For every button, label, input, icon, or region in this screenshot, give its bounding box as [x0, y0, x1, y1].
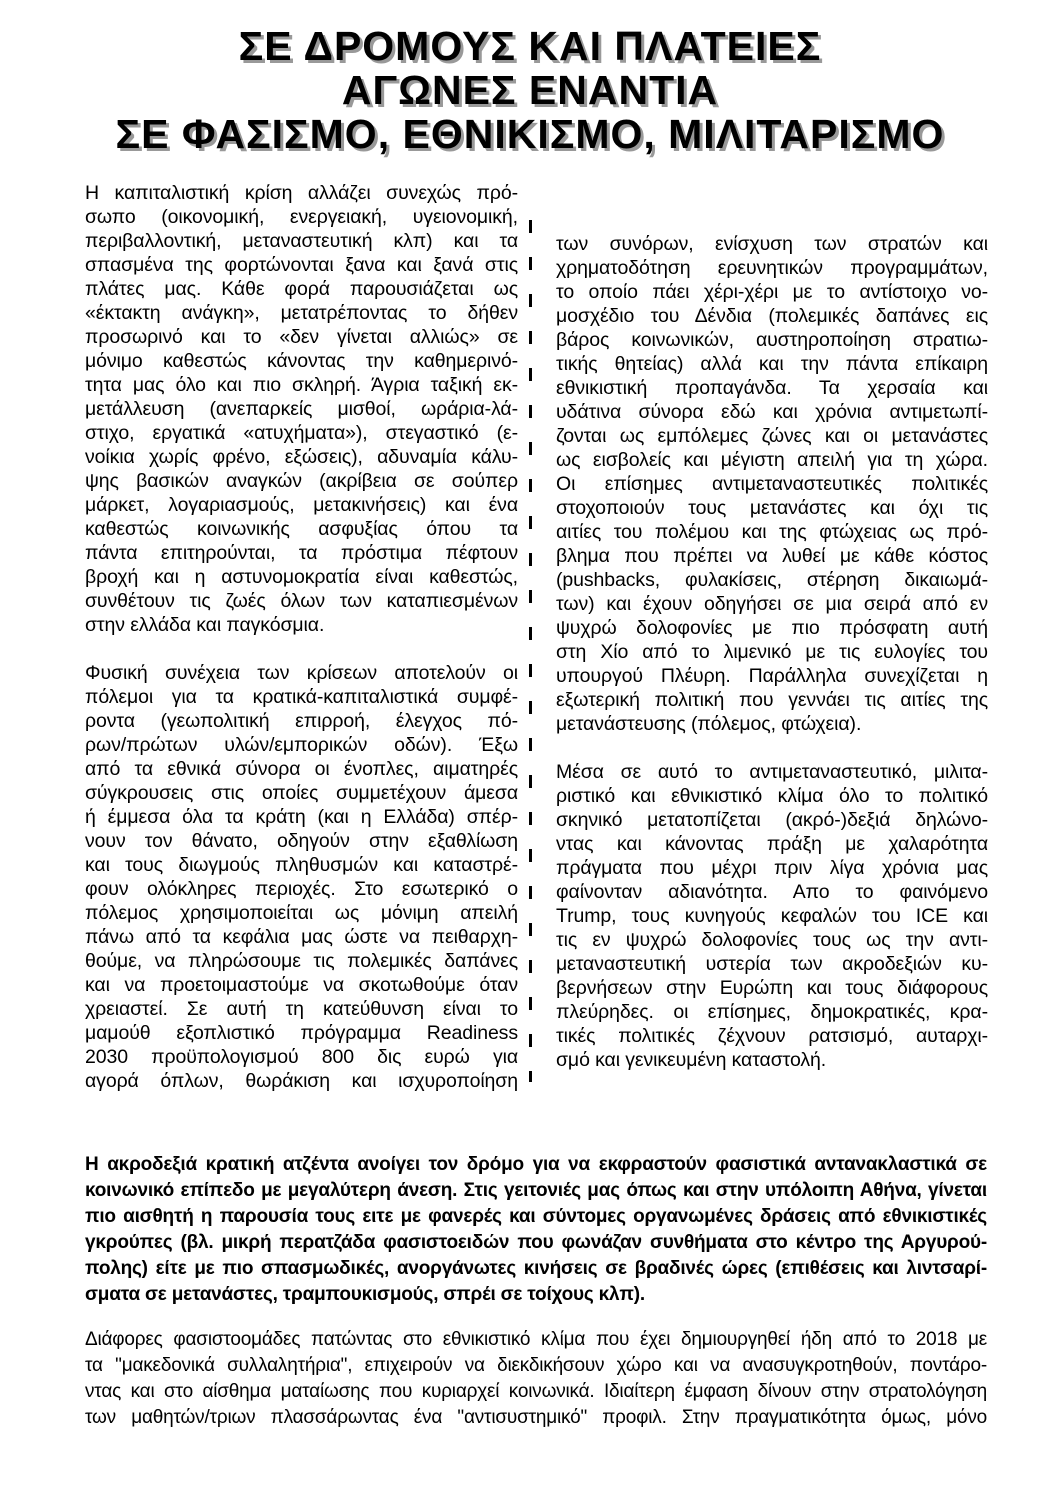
text-line: ντας και κάνοντας πράξη με χαλαρότητα: [556, 833, 988, 855]
text-line: ή έμμεσα όλα τα κράτη (και η Ελλάδα) σπέρ-: [85, 806, 518, 828]
text-line: μετανάστευσης (πόλεμος, φτώχεια).: [556, 713, 862, 735]
text-line: βροχή και η αστυνομοκρατία είναι καθεστώς,: [85, 566, 518, 588]
text-line: ρων/πρώτων υλών/εμπορικών οδών). Έξω: [85, 734, 518, 756]
text-line: ψυχρώ δολοφονίες με πιο πρόσφατη αυτή: [556, 617, 988, 639]
text-line: στην ελλάδα και παγκόσμια.: [85, 614, 325, 636]
text-line: υδάτινα σύνορα εδώ και χρόνια αντιμετωπί-: [556, 401, 988, 423]
text-line: εθνικιστική προπαγάνδα. Τα χερσαία και: [556, 377, 988, 399]
text-line: Trump, τους κυνηγούς κεφαλών του ICE και: [556, 905, 988, 927]
text-line: πάνω από τα κεφάλια μας ώστε να πειθαρχη-: [85, 926, 518, 948]
text-line: πάντα επιτηρούνται, τα πρόστιμα πέφτουν: [85, 542, 518, 564]
text-line: σωπο (οικονομική, ενεργειακή, υγειονομική,: [85, 206, 518, 228]
text-line: Η ακροδεξιά κρατική ατζέντα ανοίγει τον δρόμο για να εκφραστούν φασιστικά αντανακλαστικά σε: [85, 1154, 987, 1175]
text-line: αιτίες του πολέμου και της φτώχειας ως πρό-: [556, 521, 988, 543]
title-block: [0, 24, 1060, 156]
text-line: μάρκετ, λογαριασμούς, μετακινήσεις) και ένα: [85, 494, 518, 516]
text-line: πόλεμοι για τα κρατικά-καπιταλιστικά συμφέ-: [85, 686, 518, 708]
left-paragraph-1: [85, 181, 518, 637]
text-line: «έκτακτη ανάγκη», μετατρέποντας το δήθεν: [85, 302, 518, 324]
text-line: τικής θητείας) αλλά και την πάντα επίκαιρη: [556, 353, 988, 375]
text-line: μοσχέδιο του Δένδια (πολεμικές δαπάνες εις: [556, 305, 988, 327]
text-line: πράγματα που μέχρι πριν λίγα χρόνια μας: [556, 857, 988, 879]
footer-bold-paragraph: [85, 1152, 987, 1308]
text-line: τικές πολιτικές ζέχνουν ρατσισμό, αυταρχι-: [556, 1025, 988, 1047]
text-line: εξωτερική πολιτική που γεννάει τις αιτίες της: [556, 689, 988, 711]
text-line: των συνόρων, ενίσχυση των στρατών και: [556, 233, 988, 255]
text-line: στιχο, εργατικά «ατυχήματα»), στεγαστικό (ε-: [85, 422, 518, 444]
text-line: Μέσα σε αυτό το αντιμεταναστευτικό, μιλιτα-: [556, 761, 988, 783]
text-line: σματα σε μετανάστες, τραμπουκισμούς, σπρέι σε τοίχους κλπ).: [85, 1284, 645, 1305]
title-line-3: ΣΕ ΦΑΣΙΣΜΟ, ΕΘΝΙΚΙΣΜΟ, ΜΙΛΙΤΑΡΙΣΜΟ: [115, 111, 945, 157]
text-line: χρειαστεί. Σε αυτή τη κατεύθυνση είναι το: [85, 998, 518, 1020]
text-line: 2030 προϋπολογισμού 800 δις ευρώ για: [85, 1046, 518, 1068]
text-line: τις εν ψυχρώ δολοφονίες τους ως την αντι-: [556, 929, 988, 951]
text-line: από τα εθνικά σύνορα οι ένοπλες, αιματηρές: [85, 758, 518, 780]
text-line: μαμούθ εξοπλιστικό πρόγραμμα Readiness: [85, 1022, 518, 1044]
text-line: πλεύρηδες. οι επίσημες, δημοκρατικές, κρα-: [556, 1001, 988, 1023]
text-line: βάρος κοινωνικών, αυστηροποίηση στρατιω-: [556, 329, 988, 351]
text-line: πλάτες μας. Κάθε φορά παρουσιάζεται ως: [85, 278, 518, 300]
text-line: Διάφορες φασιστοομάδες πατώντας στο εθνικιστικό κλίμα που έχει δημιουργηθεί ήδη από το 2018 με: [85, 1329, 987, 1350]
text-line: ροντα (γεωπολιτική επιρροή, έλεγχος πό-: [85, 710, 518, 732]
column-divider-dashed-line: [529, 220, 532, 1082]
text-line: χρηματοδότηση ερευνητικών προγραμμάτων,: [556, 257, 988, 279]
text-line: και τους διωγμούς πληθυσμών και καταστρέ-: [85, 854, 518, 876]
text-line: Η καπιταλιστική κρίση αλλάζει συνεχώς πρό-: [85, 182, 518, 204]
text-line: τητα μας όλο και πιο σκληρή. Άγρια ταξική εκ-: [85, 374, 518, 396]
text-line: θούμε, να πληρώσουμε τις πολεμικές δαπάνες: [85, 950, 518, 972]
title-line-1: ΣΕ ΔΡΟΜΟΥΣ ΚΑΙ ΠΛΑΤΕΙΕΣ: [238, 23, 822, 69]
text-line: στοχοποιούν τους μετανάστες και όχι τις: [556, 497, 988, 519]
text-line: περιβαλλοντική, μεταναστευτική κλπ) και τα: [85, 230, 518, 252]
text-line: πόλεμος χρησιμοποιείται ως μόνιμη απειλή: [85, 902, 518, 924]
text-line: σκηνικό μετατοπίζεται (ακρό-)δεξιά δηλώνο-: [556, 809, 988, 831]
text-line: υπουργού Πλέυρη. Παράλληλα συνεχίζεται η: [556, 665, 988, 687]
left-column: [85, 181, 518, 1093]
right-paragraph-2: [556, 760, 988, 1072]
text-line: βλημα που πρέπει να λυθεί με κάθε κόστος: [556, 545, 988, 567]
text-line: αγορά όπλων, θωράκιση και ισχυροποίηση: [85, 1070, 518, 1092]
text-line: και να προετοιμαστούμε να σκοτωθούμε όταν: [85, 974, 518, 996]
text-line: καθεστώς κοινωνικής ασφυξίας όπου τα: [85, 518, 518, 540]
footer-regular-paragraph: [85, 1327, 987, 1431]
text-line: φουν ολόκληρες περιοχές. Στο εσωτερικό ο: [85, 878, 518, 900]
text-line: σπασμένα της φορτώνονται ξανα και ξανά στις: [85, 254, 518, 276]
text-line: νουν τον θάνατο, οδηγούν στην εξαθλίωση: [85, 830, 518, 852]
text-line: των μαθητών/τριων πλασσάρωντας ένα "αντισυστημικό" προφιλ. Στην πραγματικότητα όμως, μόνο: [85, 1407, 987, 1428]
text-line: των) και έχουν οδηγήσει σε μια σειρά από εν: [556, 593, 988, 615]
text-line: το οποίο πάει χέρι-χέρι με το αντίστοιχο νο-: [556, 281, 988, 303]
text-line: σμό και γενικευμένη καταστολή.: [556, 1049, 827, 1071]
text-line: φαίνονταν αδιανότητα. Απο το φαινόμενο: [556, 881, 988, 903]
text-line: τα "μακεδονικά συλλαλητήρια", επιχειρούν να διεκδικήσουν χώρο και να ανασυγκροτηθούν, ποντάρο-: [85, 1355, 987, 1376]
text-line: Οι επίσημες αντιμεταναστευτικές πολιτικές: [556, 473, 988, 495]
text-line: ζονται ως εμπόλεμες ζώνες και οι μετανάστες: [556, 425, 988, 447]
text-line: ψης βασικών αναγκών (ακρίβεια σε σούπερ: [85, 470, 518, 492]
text-line: γκρούπες (βλ. μικρή περατζάδα φασιστοειδών που φωνάζαν συνθήματα στο κέντρο της Αργυρού-: [85, 1232, 987, 1253]
text-line: πολης) είτε με πιο σπασμωδικές, ανοργάνωτες κινήσεις σε βραδινές ώρες (επιθέσεις και λιντσαρί-: [85, 1258, 987, 1279]
text-line: μεταναστευτική υστερία των ακροδεξιών κυ-: [556, 953, 988, 975]
text-line: μόνιμο καθεστώς κάνοντας την καθημερινό-: [85, 350, 518, 372]
text-line: ως εισβολείς και μέγιστη απειλή για τη χώρα.: [556, 449, 988, 471]
left-paragraph-2: [85, 661, 518, 1093]
text-line: Φυσική συνέχεια των κρίσεων αποτελούν οι: [85, 662, 518, 684]
text-line: βερνήσεων στην Ευρώπη και τους διάφορους: [556, 977, 988, 999]
text-line: ριστικό και εθνικιστικό κλίμα όλο το πολιτικό: [556, 785, 988, 807]
text-line: σύγκρουσεις στις οποίες συμμετέχουν άμεσα: [85, 782, 518, 804]
text-line: πιο αισθητή η παρουσία τους ειτε με φανερές και σύντομες οργανωμένες δράσεις από εθνικιστικές: [85, 1206, 987, 1227]
right-paragraph-1: [556, 232, 988, 736]
title-line-2: ΑΓΩΝΕΣ ΕΝΑΝΤΙΑ: [341, 67, 719, 113]
text-line: προσωρινό και το «δεν γίνεται αλλιώς» σε: [85, 326, 518, 348]
text-line: νοίκια χωρίς φρένο, εξώσεις), αδυναμία κάλυ-: [85, 446, 518, 468]
text-line: κοινωνικό επίπεδο με μεγαλύτερη άνεση. Στις γειτονιές μας όπως και στην υπόλοιπη Αθήνα, γίνεται: [85, 1180, 987, 1201]
text-line: συνθέτουν τις ζωές όλων των καταπιεσμένων: [85, 590, 518, 612]
text-line: ντας και στο αίσθημα ματαίωσης που κυριαρχεί κοινωνικά. Ιδιαίτερη έμφαση δίνουν στην στρατολόγηση: [85, 1381, 987, 1402]
text-line: (pushbacks, φυλακίσεις, στέρηση δικαιωμά-: [556, 569, 988, 591]
text-line: στη Χίο από το λιμενικό με τις ευλογίες του: [556, 641, 988, 663]
text-line: μετάλλευση (ανεπαρκείς μισθοί, ωράρια-λά-: [85, 398, 518, 420]
right-column: [556, 232, 988, 1072]
